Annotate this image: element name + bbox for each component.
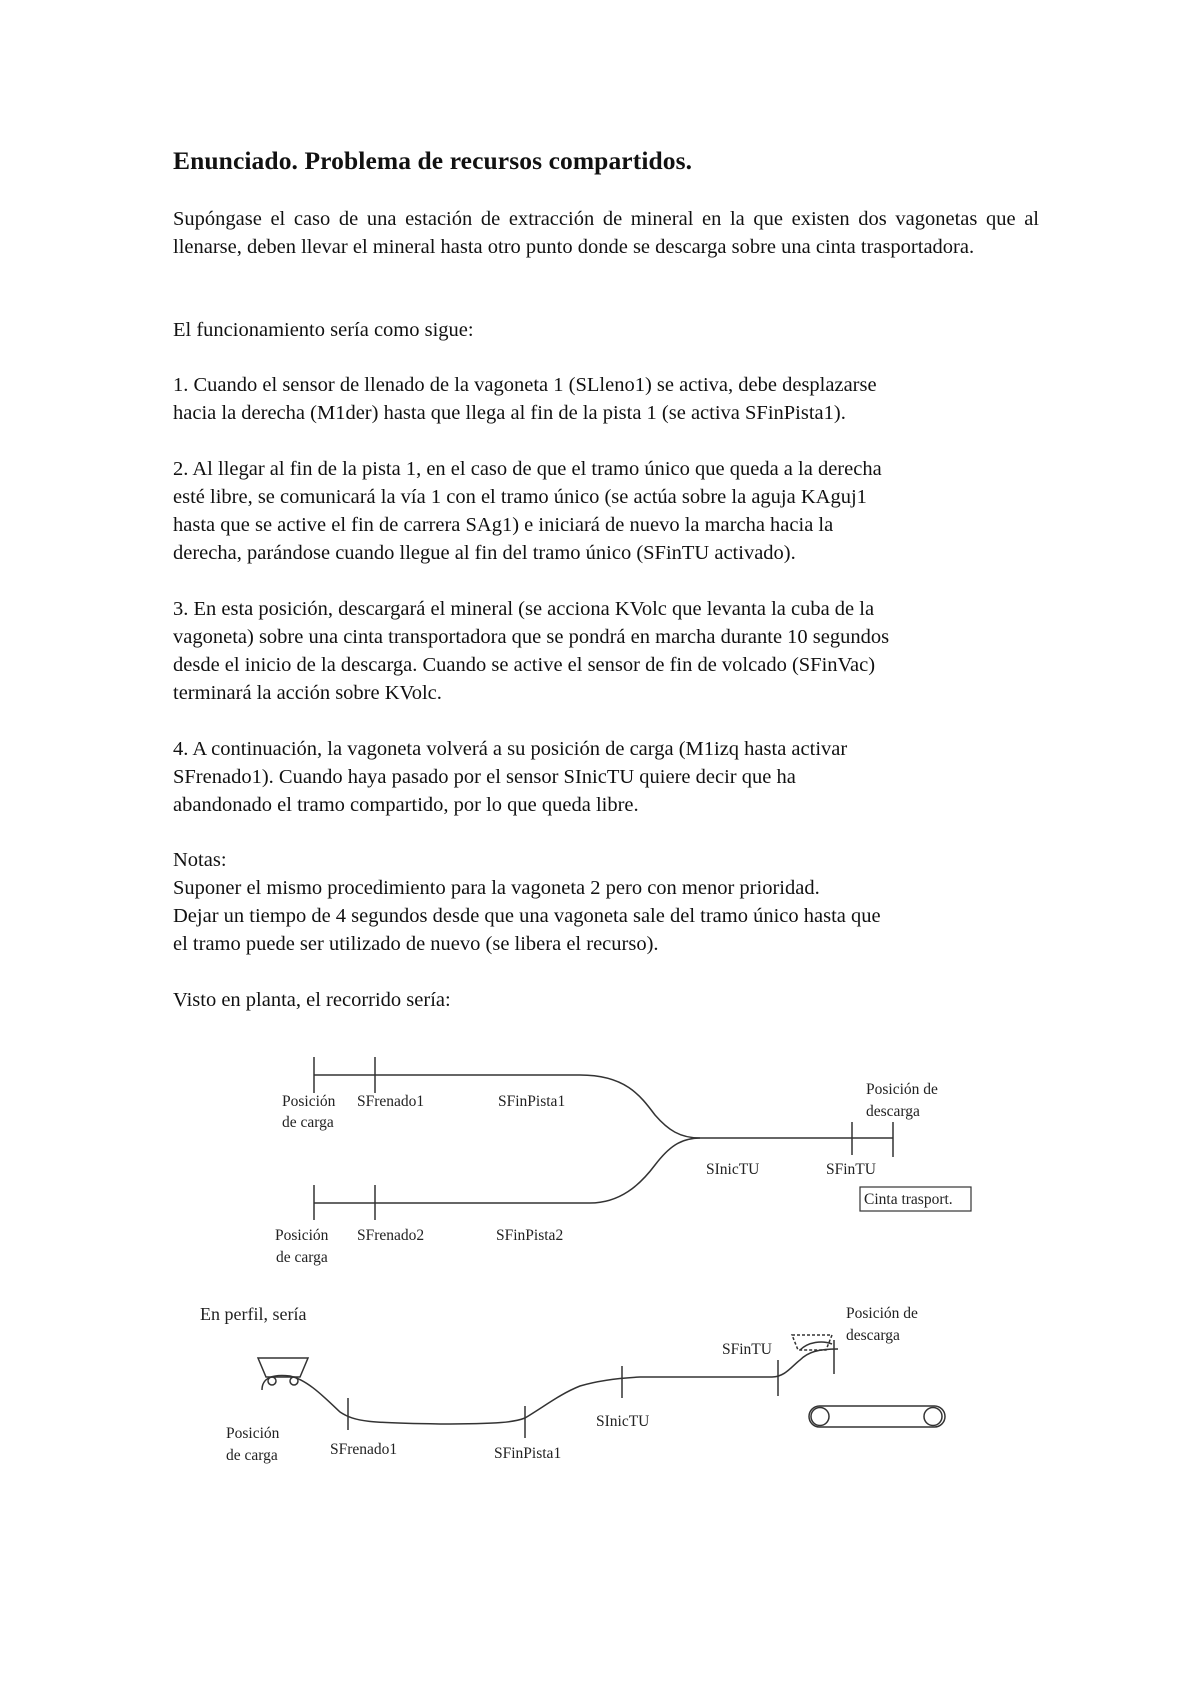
label-profile-unload-b: descarga	[846, 1327, 900, 1344]
label-profile-unload-a: Posición de	[846, 1305, 918, 1322]
label-sfintu: SFinTU	[826, 1161, 876, 1178]
label-belt: Cinta trasport.	[864, 1191, 953, 1208]
step-line: 2. Al llegar al fin de la pista 1, en el caso de que el tramo único que queda a la derecha	[173, 458, 882, 480]
label-profile-sfrenado1: SFrenado1	[330, 1441, 398, 1458]
cart-loading-icon	[258, 1358, 308, 1377]
label-load-1a: Posición	[282, 1093, 336, 1110]
profile-caption: En perfil, sería	[200, 1304, 307, 1324]
step-line: 1. Cuando el sensor de llenado de la vagoneta 1 (SLleno1) se activa, debe desplazarse	[173, 374, 877, 396]
step-line: desde el inicio de la descarga. Cuando se active el sensor de fin de volcado (SFinVac)	[173, 654, 876, 676]
label-sfinpista2: SFinPista2	[496, 1227, 564, 1244]
step-line: hasta que se active el fin de carrera SAg1) e iniciará de nuevo la marcha hacia la	[173, 514, 834, 536]
notes-heading: Notas:	[173, 849, 227, 871]
label-sinictu: SInicTU	[706, 1161, 760, 1178]
label-unload-a: Posición de	[866, 1081, 938, 1098]
label-profile-load-a: Posición	[226, 1425, 280, 1442]
label-profile-load-b: de carga	[226, 1447, 278, 1464]
step-line: vagoneta) sobre una cinta transportadora que se pondrá en marcha durante 10 segundos	[173, 626, 890, 648]
note-line: Dejar un tiempo de 4 segundos desde que una vagoneta sale del tramo único hasta que	[173, 905, 881, 927]
step-line: terminará la acción sobre KVolc.	[173, 682, 442, 704]
label-sfrenado1: SFrenado1	[357, 1093, 425, 1110]
step-line: esté libre, se comunicará la vía 1 con el tramo único (se actúa sobre la aguja KAguj1	[173, 486, 867, 508]
step-line: abandonado el tramo compartido, por lo que queda libre.	[173, 794, 639, 816]
label-load-2a: Posición	[275, 1227, 329, 1244]
label-profile-sfinpista1: SFinPista1	[494, 1445, 562, 1462]
belt-roller-icon	[811, 1408, 829, 1426]
step-line: 3. En esta posición, descargará el mineral (se acciona KVolc que levanta la cuba de la	[173, 598, 875, 620]
cart-wheel-icon	[268, 1377, 276, 1385]
step-line: SFrenado1). Cuando haya pasado por el sensor SInicTU quiere decir que ha	[173, 766, 796, 788]
label-profile-sinictu: SInicTU	[596, 1413, 650, 1430]
step-line: derecha, parándose cuando llegue al fin del tramo único (SFinTU activado).	[173, 542, 796, 564]
label-load-2b: de carga	[276, 1249, 328, 1266]
page-title: Enunciado. Problema de recursos compartidos.	[173, 146, 693, 175]
label-sfrenado2: SFrenado2	[357, 1227, 425, 1244]
belt-roller-icon	[924, 1408, 942, 1426]
note-line: el tramo puede ser utilizado de nuevo (se libera el recurso).	[173, 933, 659, 955]
lead-text: El funcionamiento sería como sigue:	[173, 319, 474, 341]
label-profile-sfintu: SFinTU	[722, 1341, 772, 1358]
label-sfinpista1: SFinPista1	[498, 1093, 566, 1110]
step-line: hacia la derecha (M1der) hasta que llega al fin de la pista 1 (se activa SFinPista1).	[173, 402, 846, 424]
plan-track-2	[314, 1138, 700, 1203]
note-line: Suponer el mismo procedimiento para la vagoneta 2 pero con menor prioridad.	[173, 877, 820, 899]
label-load-1b: de carga	[282, 1114, 334, 1131]
intro-paragraph: Supóngase el caso de una estación de extracción de mineral en la que existen dos vagonetas que al llenarse, deben llevar el mineral hasta otro punto donde se descarga sobre una cinta trasportadora.	[173, 208, 1039, 258]
label-unload-b: descarga	[866, 1103, 920, 1120]
step-line: 4. A continuación, la vagoneta volverá a su posición de carga (M1izq hasta activar	[173, 738, 848, 760]
diagram-caption: Visto en planta, el recorrido sería:	[173, 989, 451, 1011]
cart-wheel-icon	[290, 1377, 298, 1385]
